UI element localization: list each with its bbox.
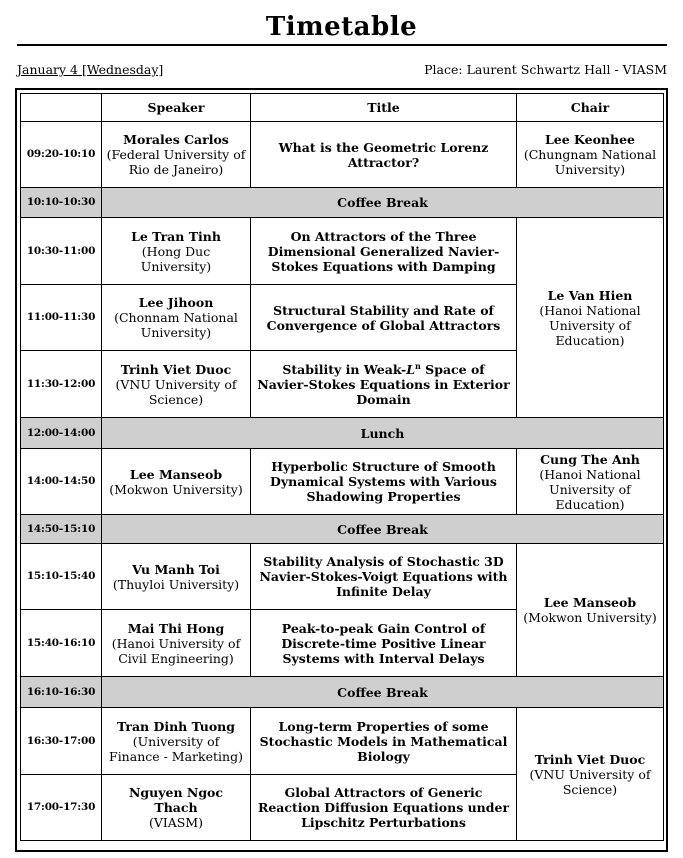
time-column-header — [21, 94, 102, 122]
chair-affiliation: (VNU University of Science) — [529, 766, 651, 797]
time-cell: 15:10-15:40 — [21, 544, 102, 610]
chair-column-header: Chair — [517, 94, 664, 122]
speaker-cell — [102, 449, 251, 515]
table-row — [21, 218, 664, 285]
time-cell: 11:00-11:30 — [21, 285, 102, 351]
time-cell: 12:00-14:00 — [21, 418, 102, 449]
speaker-cell — [102, 122, 251, 188]
chair-cell — [517, 449, 664, 515]
speaker-affiliation: (University of Finance - Marketing) — [109, 733, 243, 764]
break-label: Coffee Break — [102, 515, 664, 544]
break-label: Lunch — [102, 418, 664, 449]
time-cell: 11:30-12:00 — [21, 351, 102, 418]
time-cell: 14:50-15:10 — [21, 515, 102, 544]
time-cell: 16:10-16:30 — [21, 677, 102, 708]
math-variable: L — [406, 361, 415, 377]
speaker-affiliation: (VIASM) — [148, 815, 204, 830]
speaker-cell — [102, 544, 251, 610]
time-cell: 09:20-10:10 — [21, 122, 102, 188]
chair-cell — [517, 122, 664, 188]
talk-title: Peak-to-peak Gain Control of Discrete-time Positive Linear Systems with Interval Delays — [251, 610, 517, 677]
time-cell: 17:00-17:30 — [21, 775, 102, 841]
speaker-column-header: Speaker — [102, 94, 251, 122]
header-row — [21, 94, 664, 122]
chair-name: Le Van Hien — [547, 287, 633, 303]
chair-affiliation: (Mokwon University) — [523, 610, 657, 625]
page-title: Timetable — [265, 12, 418, 42]
table-row — [21, 122, 664, 188]
chair-affiliation: (Hanoi National University of Education) — [539, 466, 641, 512]
speaker-name: Nguyen Ngoc Thach — [128, 785, 224, 815]
chair-name: Cung The Anh — [540, 451, 640, 467]
chair-affiliation: (Chungnam National University) — [523, 147, 657, 177]
title-column-header: Title — [251, 94, 517, 122]
speaker-name: Trinh Viet Duoc — [120, 361, 232, 377]
table-row — [21, 708, 664, 775]
break-row — [21, 515, 664, 544]
time-cell: 10:10-10:30 — [21, 188, 102, 218]
break-row — [21, 677, 664, 708]
speaker-cell — [102, 351, 251, 418]
talk-title: Stability Analysis of Stochastic 3D Navier-Stokes-Voigt Equations with Infinite Delay — [251, 544, 517, 610]
break-row — [21, 418, 664, 449]
speaker-name: Mai Thi Hong — [127, 620, 225, 636]
speaker-affiliation: (Hanoi University of Civil Engineering) — [111, 635, 241, 666]
break-row — [21, 188, 664, 218]
talk-title-prefix: Stability in Weak- — [282, 361, 407, 377]
speaker-name: Tran Dinh Tuong — [116, 718, 236, 734]
chair-cell — [517, 708, 664, 841]
time-cell: 15:40-16:10 — [21, 610, 102, 677]
speaker-cell — [102, 610, 251, 677]
speaker-name: Vu Manh Toi — [132, 561, 220, 577]
chair-cell — [517, 218, 664, 418]
math-superscript: n — [415, 360, 421, 371]
speaker-cell — [102, 708, 251, 775]
date-label: January 4 [Wednesday] — [17, 62, 164, 77]
speaker-name: Morales Carlos — [123, 132, 229, 147]
speaker-affiliation: (Mokwon University) — [109, 481, 243, 497]
place-label: Place: Laurent Schwartz Hall - VIASM — [424, 62, 667, 77]
timetable — [20, 93, 664, 841]
chair-affiliation: (Hanoi National University of Education) — [539, 302, 641, 348]
break-label: Coffee Break — [102, 677, 664, 708]
talk-title: Structural Stability and Rate of Convergence of Global Attractors — [251, 285, 517, 351]
talk-title — [251, 351, 517, 418]
title-rule — [17, 44, 667, 46]
table-row — [21, 544, 664, 610]
break-label: Coffee Break — [102, 188, 664, 218]
talk-title: On Attractors of the Three Dimensional Generalized Navier-Stokes Equations with Damping — [251, 218, 517, 285]
chair-name: Trinh Viet Duoc — [534, 751, 646, 767]
talk-title: Global Attractors of Generic Reaction Diffusion Equations under Lipschitz Perturbations — [251, 775, 517, 841]
speaker-affiliation: (Hong Duc University) — [140, 243, 212, 274]
talk-title-suffix: Space of Navier-Stokes Equations in Exterior Domain — [257, 361, 510, 407]
time-cell: 10:30-11:00 — [21, 218, 102, 285]
speaker-affiliation: (Federal University of Rio de Janeiro) — [106, 147, 246, 177]
chair-name: Lee Manseob — [543, 595, 637, 610]
speaker-affiliation: (VNU University of Science) — [115, 376, 237, 407]
talk-title: Long-term Properties of some Stochastic Models in Mathematical Biology — [251, 708, 517, 775]
speaker-name: Lee Jihoon — [138, 295, 214, 310]
speaker-name: Lee Manseob — [129, 466, 223, 482]
talk-title: What is the Geometric Lorenz Attractor? — [251, 122, 517, 188]
chair-cell — [517, 544, 664, 677]
talk-title: Hyperbolic Structure of Smooth Dynamical Systems with Various Shadowing Properties — [251, 449, 517, 515]
speaker-cell — [102, 285, 251, 351]
speaker-cell — [102, 218, 251, 285]
chair-name: Lee Keonhee — [544, 132, 635, 147]
time-cell: 14:00-14:50 — [21, 449, 102, 515]
table-row — [21, 449, 664, 515]
speaker-cell — [102, 775, 251, 841]
speaker-affiliation: (Thuyloi University) — [112, 576, 240, 592]
speaker-affiliation: (Chonnam National University) — [114, 310, 238, 340]
speaker-name: Le Tran Tinh — [131, 228, 221, 244]
time-cell: 16:30-17:00 — [21, 708, 102, 775]
